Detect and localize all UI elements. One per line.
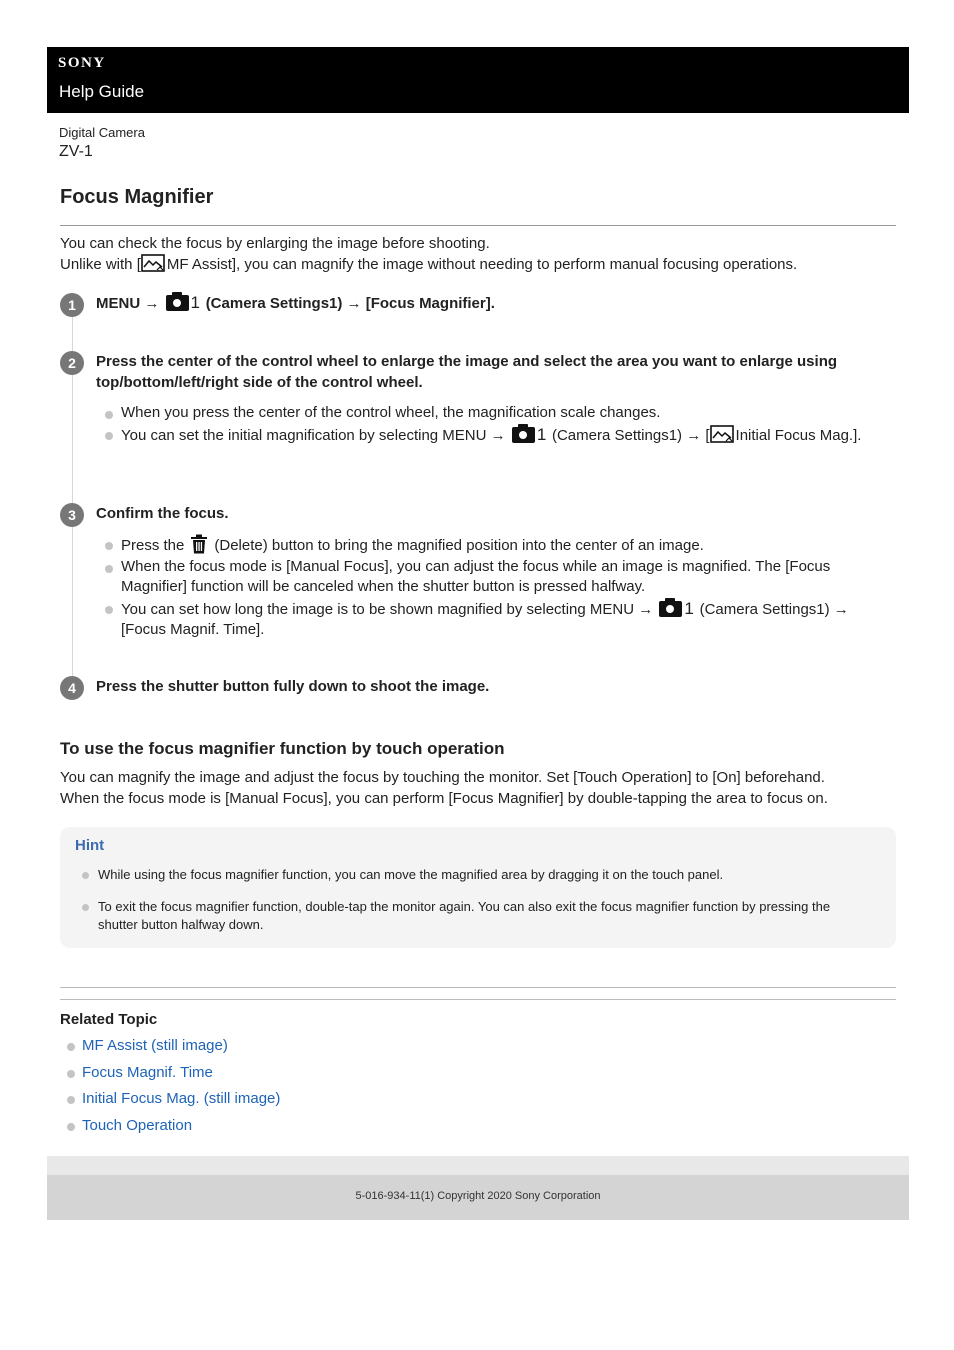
sony-logo[interactable]: SONY (58, 55, 106, 71)
list-item: You can set how long the image is to be shown magnified by selecting MENU → 1 (Camera Settings1) → [Focus Magnif. Time]. (104, 598, 890, 641)
step-3-text: Confirm the focus. (96, 505, 229, 522)
list-item (67, 1036, 280, 1063)
hint-title: Hint (75, 837, 105, 854)
help-guide-label: Help Guide (59, 82, 145, 101)
mf-assist-icon (141, 254, 165, 272)
product-category: Digital Camera (59, 125, 145, 140)
related-link-initial-focus-mag[interactable]: Initial Focus Mag. (still image) (82, 1090, 281, 1107)
camera-settings1-icon: 1 (512, 424, 546, 443)
title-divider (60, 225, 896, 226)
related-topic-title: Related Topic (60, 1011, 158, 1028)
step-2-text: Press the center of the control wheel to enlarge the image and select the area you want to enlarge using top/bottom/left/right side of the control wheel. (96, 353, 838, 391)
hint-box (60, 827, 896, 948)
camera-settings1-icon: 1 (166, 292, 200, 311)
list-item (67, 1116, 280, 1143)
intro-line-2-pre: Unlike with [ (60, 256, 141, 273)
related-topic-list (67, 1036, 280, 1142)
related-link-mf-assist[interactable]: MF Assist (still image) (82, 1037, 228, 1054)
list-item: When you press the center of the control wheel, the magnification scale changes. (104, 403, 890, 424)
related-link-focus-magnif-time[interactable]: Focus Magnif. Time (82, 1063, 213, 1081)
touch-line-2: When the focus mode is [Manual Focus], you can perform [Focus Magnifier] by double-tapping the area to focus on. (60, 790, 828, 807)
list-item: You can set the initial magnification by selecting MENU → 1 (Camera Settings1) → [ Initial Focus Mag.]. (104, 424, 890, 447)
hint-list (82, 866, 872, 948)
page-title: Focus Magnifier (60, 186, 214, 208)
list-item: While using the focus magnifier function, you can move the magnified area by dragging it on the touch panel. (82, 866, 872, 884)
list-item (67, 1063, 280, 1090)
touch-line-1: You can magnify the image and adjust the focus by touching the monitor. Set [Touch Operation] to [On] beforehand. (60, 769, 825, 786)
initial-focus-mag-icon (710, 425, 734, 443)
step-4-text: Press the shutter button fully down to shoot the image. (96, 678, 490, 695)
site-header (47, 47, 909, 113)
intro-text (60, 233, 896, 275)
step-2-bullets (104, 403, 890, 446)
step-1-text (96, 292, 886, 314)
step-4-number: 4 (60, 676, 84, 700)
intro-line-2-post: MF Assist], you can magnify the image without needing to perform manual focusing operations. (166, 256, 798, 273)
intro-line-1: You can check the focus by enlarging the image before shooting. (60, 235, 490, 252)
list-item: To exit the focus magnifier function, double-tap the monitor again. You can also exit the focus magnifier function by pressing the shutter button halfway down. (82, 898, 872, 934)
list-item: Press the (Delete) button to bring the magnified position into the center of an image. (104, 534, 890, 557)
step-3-number: 3 (60, 503, 84, 527)
related-link-touch-operation[interactable]: Touch Operation (82, 1116, 193, 1134)
list-item: When the focus mode is [Manual Focus], you can adjust the focus while an image is magnified. The [Focus Magnifier] function will be canceled when the shutter button is pressed halfway. (104, 557, 890, 598)
product-model: ZV-1 (59, 143, 93, 160)
copyright-text: 5-016-934-11(1) Copyright 2020 Sony Corporation (355, 1190, 601, 1202)
section-divider-2 (60, 999, 896, 1000)
camera-settings1-icon: 1 (659, 598, 693, 617)
touch-section-body (60, 767, 896, 809)
footer-top-band (47, 1156, 909, 1175)
step-2-number: 2 (60, 351, 84, 375)
step-1-post: (Camera Settings1) → [Focus Magnifier]. (205, 295, 495, 312)
step-1-number: 1 (60, 293, 84, 317)
step-3-bullets (104, 534, 890, 641)
touch-section-title: To use the focus magnifier function by touch operation (60, 739, 505, 758)
section-divider-1 (60, 987, 896, 988)
intro-line-2 (60, 254, 896, 275)
list-item (67, 1089, 280, 1116)
step-1-pre: MENU → (96, 295, 160, 312)
delete-trash-icon (190, 534, 208, 554)
